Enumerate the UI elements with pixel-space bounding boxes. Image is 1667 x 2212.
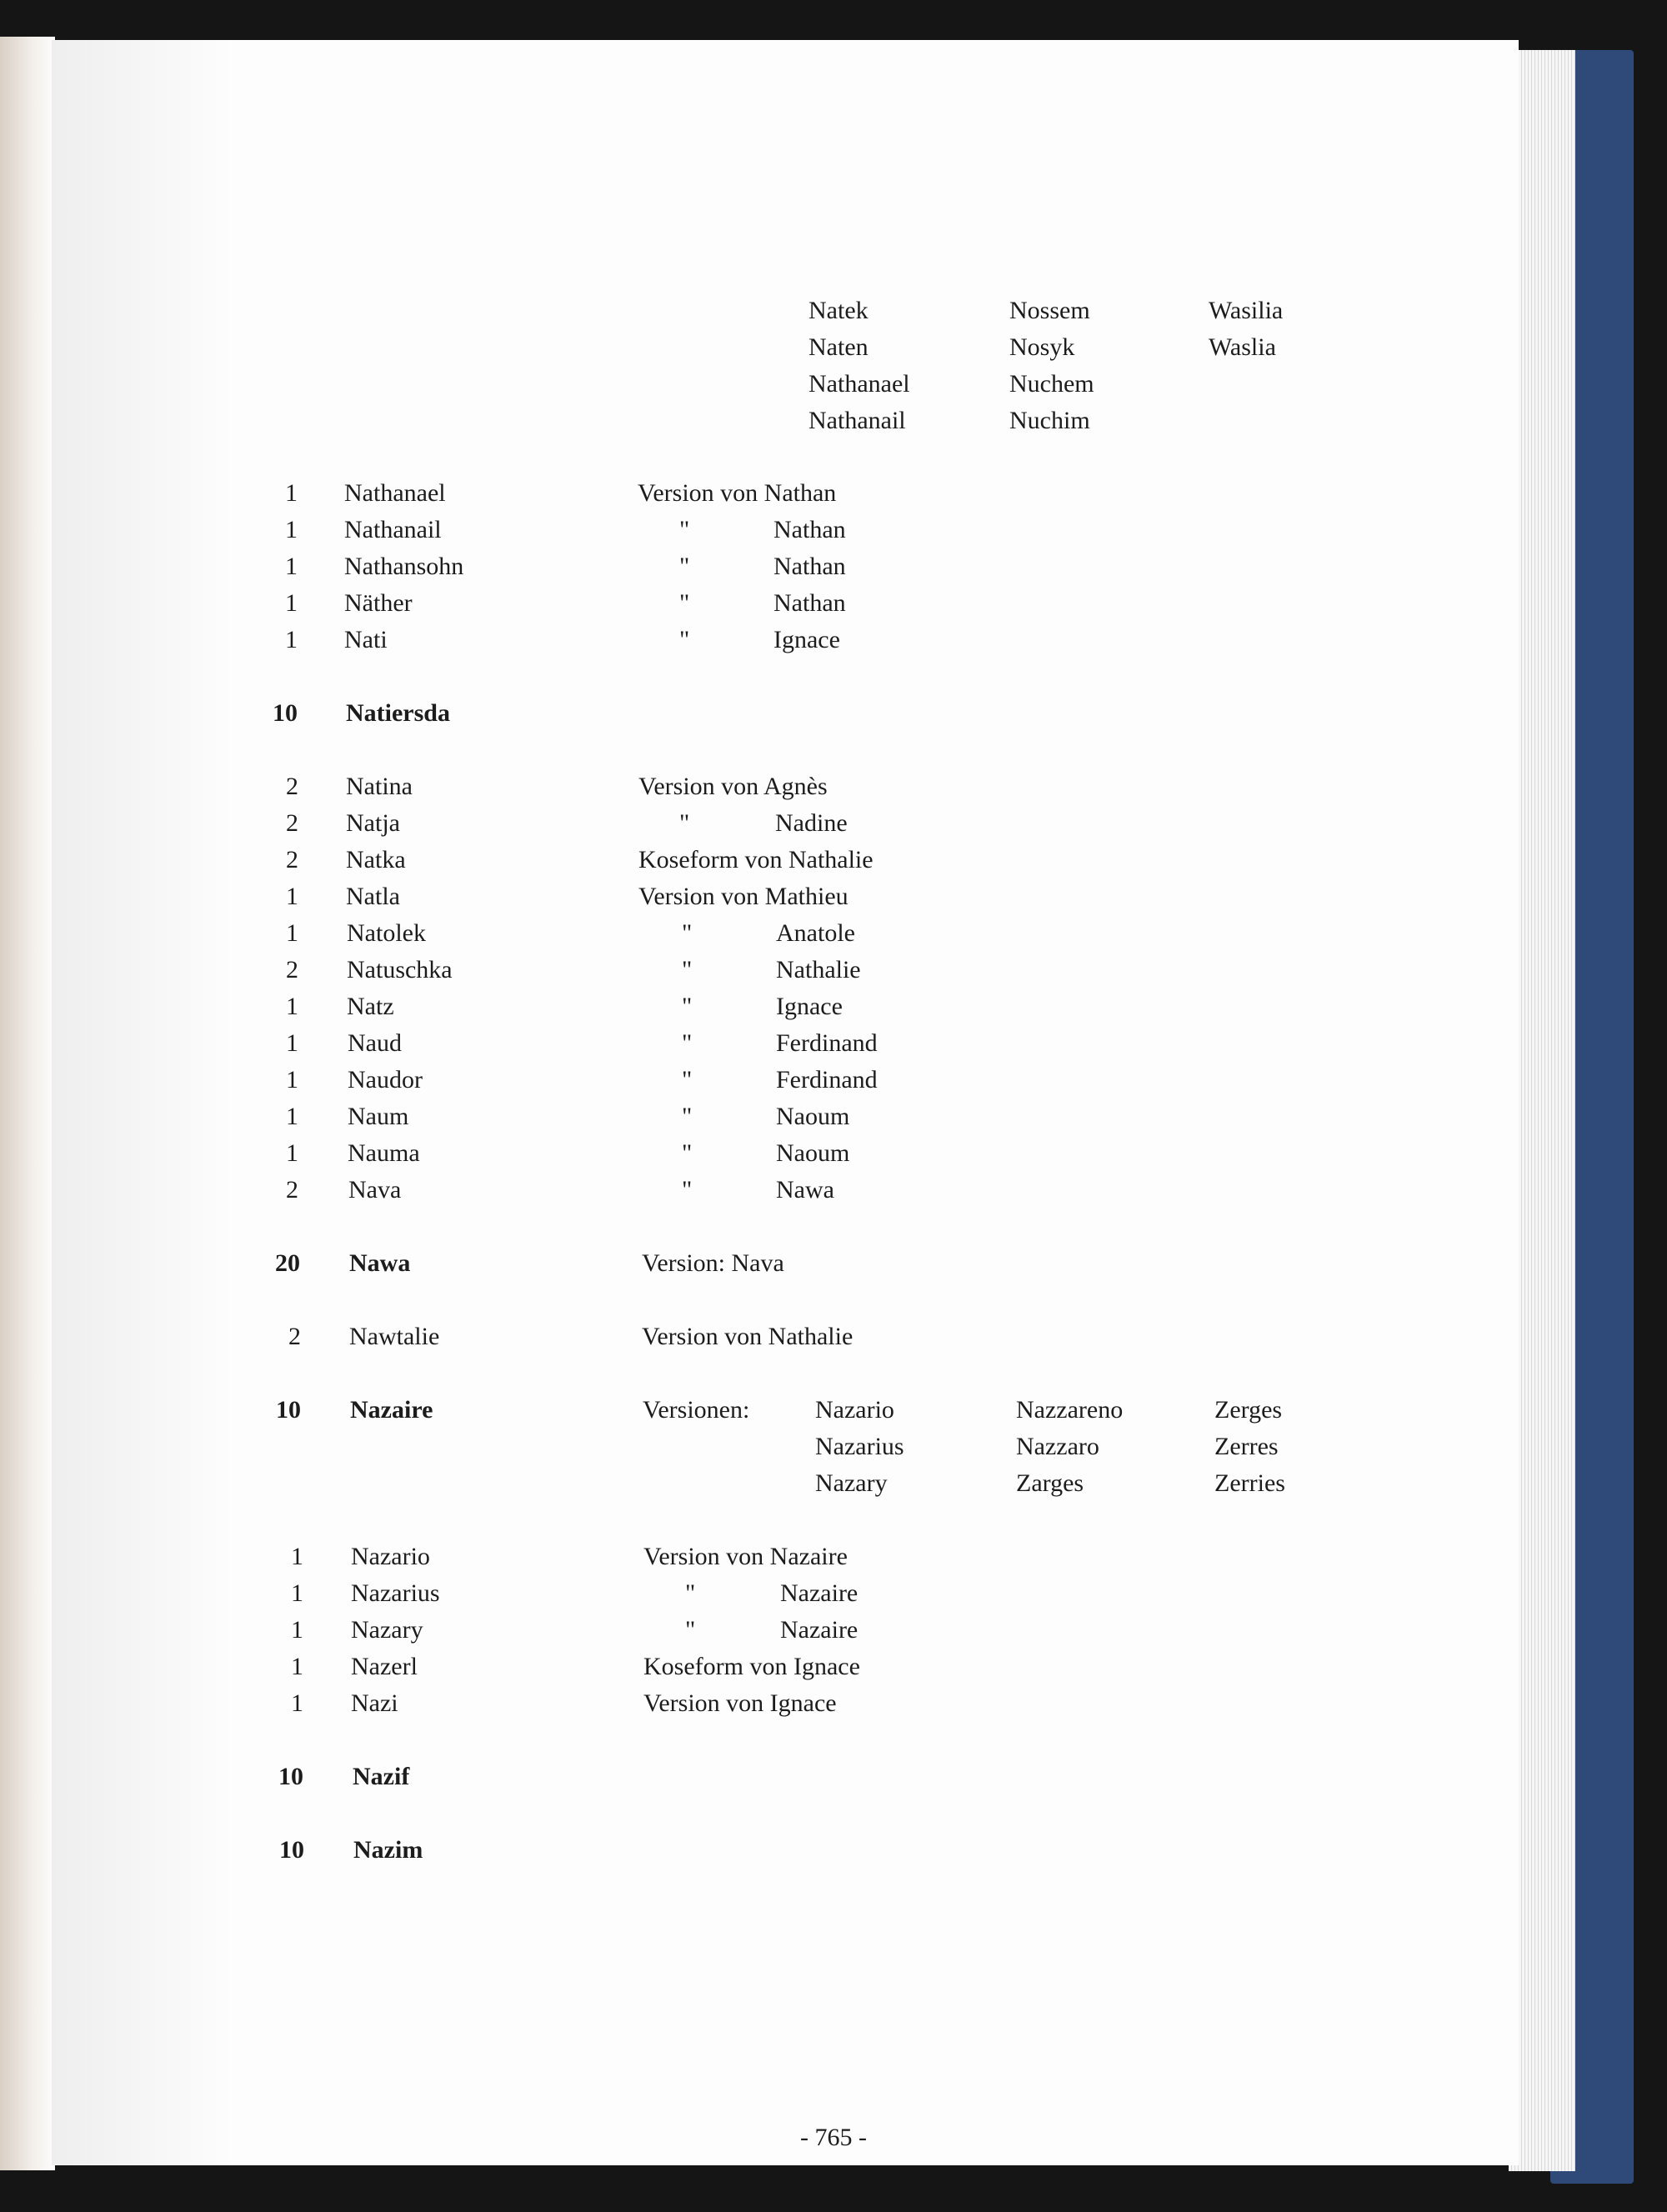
entry-description: Versionen:	[643, 1396, 750, 1424]
entry-count: 1	[291, 1653, 303, 1680]
entry-name: Nazim	[353, 1836, 423, 1864]
entry-description: Version von Agnès	[638, 773, 828, 800]
entry-count: 1	[286, 1139, 298, 1167]
entry-count: 1	[291, 1579, 303, 1607]
entry-count: 1	[291, 1543, 303, 1570]
gutter-shadow	[52, 40, 235, 2165]
entry-count: 2	[288, 1323, 301, 1350]
entry-description: Version von Nazaire	[643, 1543, 848, 1570]
entry-name: Nazerl	[351, 1653, 418, 1680]
ditto-mark: "	[682, 1139, 693, 1167]
entry-count: 1	[286, 883, 298, 910]
entry-reference: Ferdinand	[776, 1029, 878, 1057]
entry-name: Nathanail	[344, 516, 442, 543]
entry-reference: Naoum	[776, 1103, 850, 1130]
entry-description: Version von Ignace	[643, 1689, 837, 1717]
entry-name: Natla	[346, 883, 400, 910]
top-name: Waslia	[1209, 333, 1276, 361]
top-name: Natek	[808, 297, 869, 324]
entry-name: Nazi	[351, 1689, 398, 1717]
version-name: Zerries	[1214, 1469, 1285, 1497]
ditto-mark: "	[682, 956, 693, 983]
version-name: Zerges	[1214, 1396, 1283, 1424]
ditto-mark: "	[679, 553, 690, 580]
version-name: Zerres	[1214, 1433, 1279, 1460]
version-name: Nazario	[815, 1396, 894, 1424]
entry-reference: Ignace	[773, 626, 840, 653]
entry-count: 10	[279, 1836, 304, 1864]
ditto-mark: "	[682, 919, 693, 947]
entry-count: 1	[286, 993, 298, 1020]
entry-count: 2	[286, 809, 298, 837]
entry-name: Nazary	[351, 1616, 423, 1644]
entry-name: Naudor	[348, 1066, 423, 1093]
entry-reference: Nathalie	[776, 956, 861, 983]
top-name: Wasilia	[1209, 297, 1284, 324]
entry-description: Version von Nathalie	[642, 1323, 854, 1350]
version-name: Zarges	[1016, 1469, 1084, 1497]
top-name: Nathanael	[808, 370, 910, 398]
entry-name: Natz	[347, 993, 394, 1020]
ditto-mark: "	[685, 1579, 696, 1607]
entry-count: 1	[285, 626, 298, 653]
entry-reference: Nathan	[773, 589, 846, 617]
entry-name: Natolek	[347, 919, 426, 947]
entry-reference: Nathan	[773, 516, 846, 543]
ditto-mark: "	[679, 626, 690, 653]
entry-count: 1	[291, 1689, 303, 1717]
ditto-mark: "	[679, 809, 690, 837]
entry-description: Koseform von Ignace	[643, 1653, 860, 1680]
entry-name: Natina	[346, 773, 413, 800]
entry-count: 1	[286, 919, 298, 947]
entry-description: Version: Nava	[642, 1249, 784, 1277]
entry-count: 2	[286, 846, 298, 873]
book-spine	[0, 37, 55, 2170]
page-number: - 765 -	[800, 2124, 867, 2151]
entry-reference: Nazaire	[780, 1579, 859, 1607]
entry-reference: Nathan	[773, 553, 846, 580]
entry-count: 1	[286, 1029, 298, 1057]
entry-reference: Nawa	[776, 1176, 834, 1204]
entry-name: Nava	[348, 1176, 402, 1204]
ditto-mark: "	[685, 1616, 696, 1644]
entry-name: Nawa	[349, 1249, 411, 1277]
top-name: Nossem	[1009, 297, 1090, 324]
ditto-mark: "	[682, 1029, 693, 1057]
ditto-mark: "	[682, 1066, 693, 1093]
entry-count: 1	[286, 1066, 298, 1093]
entry-count: 2	[286, 956, 298, 983]
entry-name: Nati	[344, 626, 388, 653]
top-name: Naten	[808, 333, 869, 361]
entry-count: 10	[273, 699, 298, 727]
entry-count: 1	[285, 553, 298, 580]
entry-name: Naud	[348, 1029, 402, 1057]
entry-count: 2	[286, 773, 298, 800]
page-edges	[1509, 50, 1575, 2171]
entry-count: 10	[276, 1396, 301, 1424]
entry-count: 1	[291, 1616, 303, 1644]
entry-name: Nazario	[351, 1543, 430, 1570]
ditto-mark: "	[679, 516, 690, 543]
entry-reference: Anatole	[776, 919, 855, 947]
entry-name: Nathanael	[344, 479, 446, 507]
ditto-mark: "	[679, 589, 690, 617]
entry-name: Natuschka	[347, 956, 453, 983]
entry-reference: Naoum	[776, 1139, 850, 1167]
entry-name: Natiersda	[346, 699, 450, 727]
entry-name: Natja	[346, 809, 400, 837]
version-name: Nazary	[815, 1469, 888, 1497]
entry-count: 1	[285, 589, 298, 617]
entry-count: 1	[286, 1103, 298, 1130]
entry-name: Nauma	[348, 1139, 420, 1167]
entry-reference: Nazaire	[780, 1616, 859, 1644]
top-name: Nosyk	[1009, 333, 1075, 361]
entry-count: 2	[286, 1176, 298, 1204]
entry-count: 1	[285, 516, 298, 543]
entry-reference: Ferdinand	[776, 1066, 878, 1093]
ditto-mark: "	[682, 993, 693, 1020]
ditto-mark: "	[682, 1103, 693, 1130]
entry-name: Nazarius	[351, 1579, 440, 1607]
entry-count: 20	[275, 1249, 300, 1277]
entry-description: Version von Mathieu	[638, 883, 849, 910]
entry-name: Nazaire	[350, 1396, 433, 1424]
version-name: Nazzaro	[1016, 1433, 1099, 1460]
entry-description: Version von Nathan	[638, 479, 837, 507]
entry-name: Naum	[348, 1103, 409, 1130]
top-name: Nuchem	[1009, 370, 1094, 398]
entry-count: 10	[278, 1763, 303, 1790]
ditto-mark: "	[682, 1176, 693, 1204]
entry-description: Koseform von Nathalie	[638, 846, 874, 873]
top-name: Nathanail	[808, 407, 906, 434]
top-name: Nuchim	[1009, 407, 1090, 434]
version-name: Nazarius	[815, 1433, 904, 1460]
version-name: Nazzareno	[1016, 1396, 1124, 1424]
entry-reference: Nadine	[775, 809, 848, 837]
entry-name: Nathansohn	[344, 553, 464, 580]
entry-name: Natka	[346, 846, 406, 873]
entry-name: Näther	[344, 589, 413, 617]
entry-name: Nawtalie	[349, 1323, 440, 1350]
entry-reference: Ignace	[776, 993, 843, 1020]
entry-count: 1	[285, 479, 298, 507]
entry-name: Nazif	[353, 1763, 410, 1790]
